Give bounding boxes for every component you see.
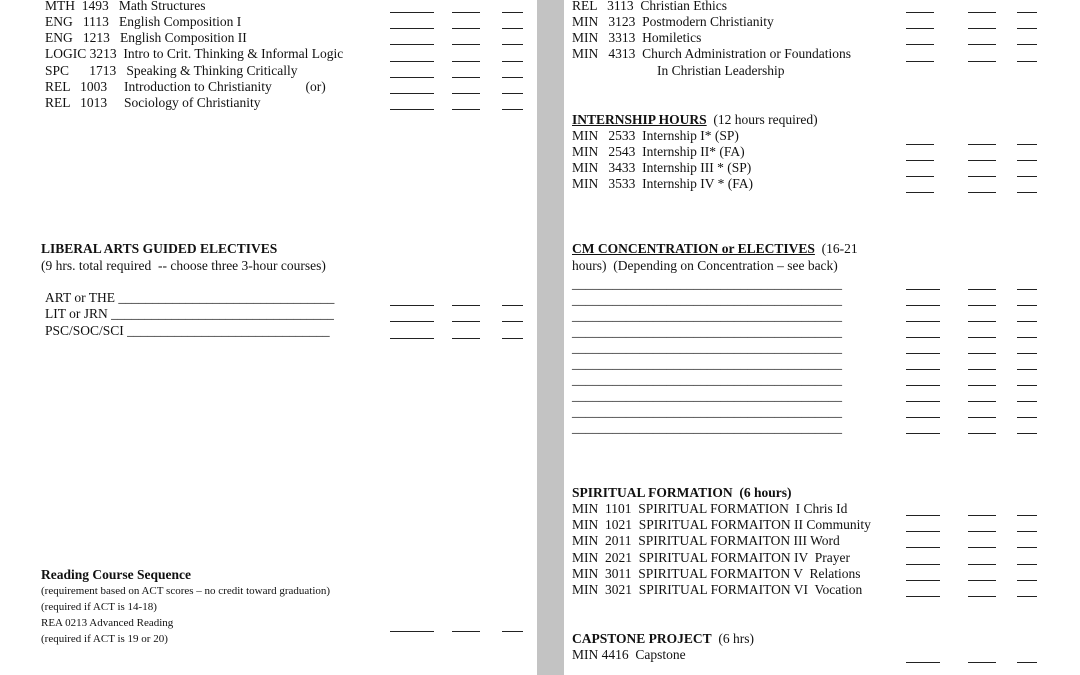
concentration-blank-line[interactable]: ________________________________________: [572, 372, 842, 387]
reading-heading: Reading Course Sequence: [41, 567, 192, 582]
course-row: REL 3113 Christian Ethics: [572, 0, 727, 13]
elective-row: ART or THE ________________________________: [45, 290, 335, 305]
grade-blank[interactable]: [390, 28, 434, 29]
grade-blank[interactable]: [452, 631, 480, 632]
grade-blank[interactable]: [968, 12, 996, 13]
grade-blank[interactable]: [1017, 353, 1037, 354]
grade-blank[interactable]: [452, 28, 480, 29]
grade-blank[interactable]: [968, 662, 996, 663]
concentration-blank-line[interactable]: ________________________________________: [572, 420, 842, 435]
course-row: ENG 1113 English Composition I: [45, 14, 242, 29]
grade-blank[interactable]: [502, 338, 523, 339]
course-row: MIN 3123 Postmodern Christianity: [572, 14, 774, 29]
grade-blank[interactable]: [1017, 337, 1037, 338]
grade-blank[interactable]: [1017, 321, 1037, 322]
grade-blank[interactable]: [906, 596, 940, 597]
grade-blank[interactable]: [390, 338, 434, 339]
grade-blank[interactable]: [1017, 192, 1037, 193]
grade-blank[interactable]: [906, 305, 940, 306]
grade-blank[interactable]: [968, 305, 996, 306]
concentration-blank-line[interactable]: ________________________________________: [572, 292, 842, 307]
concentration-heading-line: [572, 241, 858, 257]
grade-blank[interactable]: [906, 160, 934, 161]
grade-blank[interactable]: [452, 77, 480, 78]
grade-blank[interactable]: [502, 321, 523, 322]
grade-blank[interactable]: [1017, 662, 1037, 663]
grade-blank[interactable]: [502, 109, 523, 110]
spiritual-row: MIN 3021 SPIRITUAL FORMAITON VI Vocation: [572, 582, 863, 597]
grade-blank[interactable]: [1017, 433, 1037, 434]
concentration-blank-line[interactable]: ________________________________________: [572, 276, 842, 291]
reading-note: (requirement based on ACT scores – no credit toward graduation): [41, 585, 331, 597]
course-row: REL 1003 Introduction to Christianity (or): [45, 79, 326, 94]
spiritual-row: MIN 1021 SPIRITUAL FORMAITON II Community: [572, 517, 871, 532]
grade-blank[interactable]: [968, 337, 996, 338]
grade-blank[interactable]: [906, 12, 934, 13]
course-row: MIN 4313 Church Administration or Foundations: [572, 46, 851, 61]
grade-blank[interactable]: [906, 176, 934, 177]
grade-blank[interactable]: [968, 401, 996, 402]
grade-blank[interactable]: [1017, 417, 1037, 418]
grade-blank[interactable]: [906, 580, 940, 581]
grade-blank[interactable]: [390, 631, 434, 632]
grade-blank[interactable]: [452, 61, 480, 62]
internship-row: MIN 3433 Internship III * (SP): [572, 160, 752, 175]
spiritual-row: MIN 3011 SPIRITUAL FORMAITON V Relations: [572, 566, 861, 581]
concentration-heading: CM CONCENTRATION or ELECTIVES: [572, 241, 815, 256]
grade-blank[interactable]: [502, 61, 523, 62]
grade-blank[interactable]: [1017, 515, 1037, 516]
grade-blank[interactable]: [906, 353, 940, 354]
spiritual-row: MIN 2011 SPIRITUAL FORMAITON III Word: [572, 533, 840, 548]
capstone-heading: CAPSTONE PROJECT: [572, 631, 712, 646]
grade-blank[interactable]: [968, 564, 996, 565]
concentration-blank-line[interactable]: ________________________________________: [572, 356, 842, 371]
grade-blank[interactable]: [452, 321, 480, 322]
grade-blank[interactable]: [1017, 144, 1037, 145]
grade-blank[interactable]: [906, 417, 940, 418]
grade-blank[interactable]: [1017, 44, 1037, 45]
spiritual-row: MIN 1101 SPIRITUAL FORMATION I Chris Id: [572, 501, 848, 516]
concentration-blank-line[interactable]: ________________________________________: [572, 324, 842, 339]
grade-blank[interactable]: [1017, 401, 1037, 402]
grade-blank[interactable]: [968, 353, 996, 354]
internship-row: MIN 3533 Internship IV * (FA): [572, 176, 753, 191]
concentration-subtitle: hours) (Depending on Concentration – see back): [572, 258, 838, 273]
course-row: SPC 1713 Speaking & Thinking Critically: [45, 63, 298, 78]
grade-blank[interactable]: [906, 547, 940, 548]
grade-blank[interactable]: [390, 12, 434, 13]
grade-blank[interactable]: [390, 109, 434, 110]
grade-blank[interactable]: [906, 321, 940, 322]
reading-note: REA 0213 Advanced Reading: [41, 617, 174, 629]
grade-blank[interactable]: [906, 289, 940, 290]
grade-blank[interactable]: [906, 369, 940, 370]
spiritual-row: MIN 2021 SPIRITUAL FORMAITON IV Prayer: [572, 550, 850, 565]
grade-blank[interactable]: [1017, 305, 1037, 306]
internship-heading-line: [572, 112, 818, 128]
grade-blank[interactable]: [968, 160, 996, 161]
grade-blank[interactable]: [452, 305, 480, 306]
concentration-blank-line[interactable]: ________________________________________: [572, 404, 842, 419]
grade-blank[interactable]: [1017, 547, 1037, 548]
grade-blank[interactable]: [1017, 580, 1037, 581]
course-row: MIN 3313 Homiletics: [572, 30, 702, 45]
grade-blank[interactable]: [502, 28, 523, 29]
grade-blank[interactable]: [390, 77, 434, 78]
liberal-arts-heading: LIBERAL ARTS GUIDED ELECTIVES: [41, 241, 278, 256]
grade-blank[interactable]: [452, 12, 480, 13]
grade-blank[interactable]: [906, 337, 940, 338]
grade-blank[interactable]: [1017, 385, 1037, 386]
grade-blank[interactable]: [1017, 28, 1037, 29]
internship-row: MIN 2543 Internship II* (FA): [572, 144, 745, 159]
grade-blank[interactable]: [502, 93, 523, 94]
grade-blank[interactable]: [1017, 176, 1037, 177]
grade-blank[interactable]: [1017, 369, 1037, 370]
course-row-continuation: In Christian Leadership: [657, 63, 785, 78]
capstone-heading-line: [572, 631, 754, 647]
grade-blank[interactable]: [968, 28, 996, 29]
grade-blank[interactable]: [968, 433, 996, 434]
grade-blank[interactable]: [906, 44, 934, 45]
capstone-heading-note: (6 hrs): [718, 631, 755, 646]
course-row: MTH 1493 Math Structures: [45, 0, 206, 13]
grade-blank[interactable]: [1017, 160, 1037, 161]
grade-blank[interactable]: [906, 433, 940, 434]
grade-blank[interactable]: [906, 564, 940, 565]
grade-blank[interactable]: [906, 662, 940, 663]
grade-blank[interactable]: [968, 547, 996, 548]
concentration-blank-line[interactable]: ________________________________________: [572, 388, 842, 403]
grade-blank[interactable]: [968, 289, 996, 290]
grade-blank[interactable]: [906, 61, 934, 62]
grade-blank[interactable]: [390, 321, 434, 322]
grade-blank[interactable]: [502, 44, 523, 45]
grade-blank[interactable]: [390, 44, 434, 45]
grade-blank[interactable]: [968, 192, 996, 193]
grade-blank[interactable]: [968, 44, 996, 45]
reading-note: (required if ACT is 14-18): [41, 601, 157, 613]
grade-blank[interactable]: [968, 531, 996, 532]
spiritual-heading: SPIRITUAL FORMATION (6 hours): [572, 485, 792, 500]
grade-blank[interactable]: [968, 515, 996, 516]
grade-blank[interactable]: [906, 385, 940, 386]
elective-row: PSC/SOC/SCI ______________________________: [45, 323, 330, 338]
grade-blank[interactable]: [502, 305, 523, 306]
grade-blank[interactable]: [1017, 596, 1037, 597]
grade-blank[interactable]: [1017, 289, 1037, 290]
internship-heading: INTERNSHIP HOURS: [572, 112, 707, 127]
grade-blank[interactable]: [1017, 61, 1037, 62]
liberal-arts-subtitle: (9 hrs. total required -- choose three 3-hour courses): [41, 258, 326, 273]
grade-blank[interactable]: [390, 61, 434, 62]
grade-blank[interactable]: [968, 176, 996, 177]
grade-blank[interactable]: [906, 401, 940, 402]
grade-blank[interactable]: [968, 369, 996, 370]
grade-blank[interactable]: [968, 580, 996, 581]
internship-heading-note: (12 hours required): [713, 112, 818, 127]
grade-blank[interactable]: [906, 28, 934, 29]
grade-blank[interactable]: [452, 109, 480, 110]
grade-blank[interactable]: [906, 515, 940, 516]
grade-blank[interactable]: [968, 596, 996, 597]
capstone-row: MIN 4416 Capstone: [572, 647, 686, 662]
course-row: LOGIC 3213 Intro to Crit. Thinking & Informal Logic: [45, 46, 344, 61]
grade-blank[interactable]: [906, 192, 934, 193]
reading-note: (required if ACT is 19 or 20): [41, 633, 168, 645]
grade-blank[interactable]: [452, 338, 480, 339]
grade-blank[interactable]: [906, 144, 934, 145]
grade-blank[interactable]: [1017, 531, 1037, 532]
grade-blank[interactable]: [452, 93, 480, 94]
concentration-blank-line[interactable]: ________________________________________: [572, 308, 842, 323]
grade-blank[interactable]: [906, 531, 940, 532]
grade-blank[interactable]: [1017, 564, 1037, 565]
grade-blank[interactable]: [968, 61, 996, 62]
grade-blank[interactable]: [968, 417, 996, 418]
grade-blank[interactable]: [502, 12, 523, 13]
grade-blank[interactable]: [968, 321, 996, 322]
grade-blank[interactable]: [502, 631, 523, 632]
internship-row: MIN 2533 Internship I* (SP): [572, 128, 739, 143]
page-divider: [537, 0, 564, 675]
concentration-blank-line[interactable]: ________________________________________: [572, 340, 842, 355]
grade-blank[interactable]: [390, 93, 434, 94]
grade-blank[interactable]: [968, 385, 996, 386]
grade-blank[interactable]: [390, 305, 434, 306]
course-row: ENG 1213 English Composition II: [45, 30, 247, 45]
grade-blank[interactable]: [452, 44, 480, 45]
grade-blank[interactable]: [1017, 12, 1037, 13]
elective-row: LIT or JRN _________________________________: [45, 306, 334, 321]
concentration-heading-note: (16-21: [821, 241, 858, 256]
grade-blank[interactable]: [502, 77, 523, 78]
grade-blank[interactable]: [968, 144, 996, 145]
course-row: REL 1013 Sociology of Christianity: [45, 95, 261, 110]
